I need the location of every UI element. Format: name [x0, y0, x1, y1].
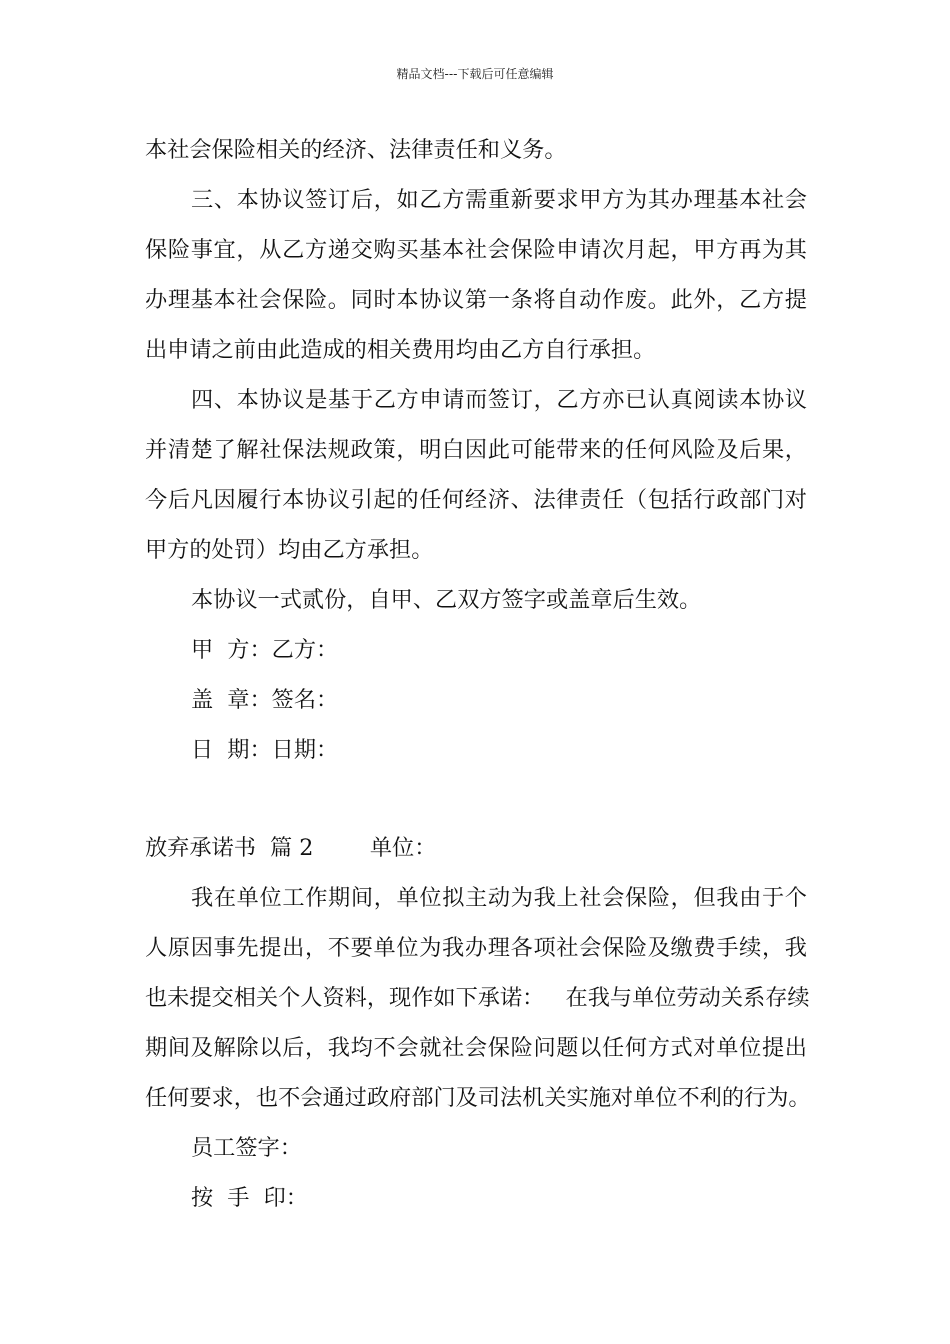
- party-a-line: 甲 方：乙方：: [191, 637, 339, 663]
- body-line: 四、本协议是基于乙方申请而签订，乙方亦已认真阅读本协议: [191, 387, 807, 413]
- body-line: 我在单位工作期间，单位拟主动为我上社会保险，但我由于个: [191, 885, 807, 911]
- body-line: 出申请之前由此造成的相关费用均由乙方自行承担。: [145, 337, 656, 363]
- body-line: 今后凡因履行本协议引起的任何经济、法律责任（包括行政部门对: [145, 487, 807, 513]
- body-line: 本协议一式贰份，自甲、乙双方签字或盖章后生效。: [191, 587, 702, 613]
- body-line: 保险事宜，从乙方递交购买基本社会保险申请次月起，甲方再为其: [145, 237, 807, 263]
- body-line: 期间及解除以后，我均不会就社会保险问题以任何方式对单位提出: [145, 1035, 807, 1061]
- body-line: 本社会保险相关的经济、法律责任和义务。: [145, 137, 567, 163]
- fingerprint-line: 按 手 印：: [191, 1185, 308, 1211]
- body-line: 甲方的处罚）均由乙方承担。: [145, 537, 434, 563]
- body-line: 办理基本社会保险。同时本协议第一条将自动作废。此外，乙方提: [145, 287, 807, 313]
- body-line: 也未提交相关个人资料，现作如下承诺： 在我与单位劳动关系存续: [145, 985, 810, 1011]
- section-title: 放弃承诺书 篇 2 单位：: [145, 835, 437, 861]
- body-line: 三、本协议签订后，如乙方需重新要求甲方为其办理基本社会: [191, 187, 807, 213]
- body-line: 人原因事先提出，不要单位为我办理各项社会保险及缴费手续，我: [145, 935, 807, 961]
- body-line: 任何要求，也不会通过政府部门及司法机关实施对单位不利的行为。: [145, 1085, 811, 1111]
- page-header: 精品文档---下载后可任意编辑: [396, 67, 554, 81]
- employee-signature-line: 员工签字：: [191, 1135, 302, 1161]
- body-line: 并清楚了解社保法规政策，明白因此可能带来的任何风险及后果，: [145, 437, 807, 463]
- seal-line: 盖 章：签名：: [191, 687, 339, 713]
- date-line: 日 期：日期：: [191, 737, 339, 763]
